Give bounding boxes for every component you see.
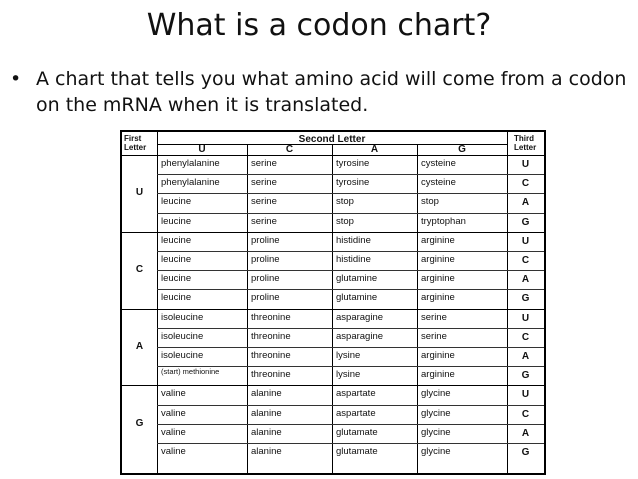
third-letter-u: U bbox=[521, 389, 530, 401]
third-letter-a: A bbox=[521, 351, 530, 362]
codon-cell: alanine bbox=[251, 426, 282, 438]
codon-cell: glutamate bbox=[336, 446, 378, 457]
first-letter-u: U bbox=[135, 187, 144, 199]
codon-cell: arginine bbox=[421, 350, 455, 361]
codon-cell: tyrosine bbox=[336, 158, 370, 169]
codon-cell: glutamate bbox=[336, 426, 378, 438]
third-letter-a: A bbox=[521, 427, 530, 439]
codon-cell: aspartate bbox=[336, 407, 376, 419]
codon-cell: threonine bbox=[251, 369, 291, 381]
codon-cell: proline bbox=[251, 234, 280, 246]
codon-cell: serine bbox=[421, 311, 447, 323]
codon-cell: phenylalanine bbox=[161, 177, 220, 189]
codon-cell: stop bbox=[336, 196, 354, 208]
codon-cell: tryptophan bbox=[421, 215, 466, 227]
column-divider bbox=[157, 132, 158, 473]
codon-cell: tyrosine bbox=[336, 177, 370, 189]
third-letter-c: C bbox=[521, 178, 530, 190]
bullet-marker: • bbox=[10, 68, 22, 90]
codon-table bbox=[120, 130, 546, 475]
third-letter-g: G bbox=[521, 370, 530, 382]
first-letter-header: First Letter bbox=[124, 134, 147, 152]
codon-cell: stop bbox=[421, 196, 439, 208]
codon-cell: alanine bbox=[251, 388, 282, 400]
codon-cell: threonine bbox=[251, 350, 291, 361]
second-letter-a: A bbox=[370, 144, 379, 155]
second-letter-c: C bbox=[285, 144, 294, 155]
codon-cell: glutamine bbox=[336, 292, 378, 304]
first-letter-c: C bbox=[135, 264, 144, 276]
codon-cell: proline bbox=[251, 292, 280, 304]
codon-cell: serine bbox=[251, 196, 277, 208]
second-letter-u: U bbox=[198, 144, 206, 155]
codon-cell: glutamine bbox=[336, 273, 378, 285]
codon-cell: leucine bbox=[161, 196, 192, 208]
first-letter-g: G bbox=[135, 417, 144, 429]
codon-cell: glycine bbox=[421, 388, 451, 400]
codon-cell: serine bbox=[421, 330, 447, 342]
codon-cell: leucine bbox=[161, 234, 192, 246]
codon-cell: serine bbox=[251, 177, 277, 189]
third-letter-header: Third Letter bbox=[514, 134, 537, 152]
codon-cell: (start) methionine bbox=[161, 367, 220, 377]
codon-cell: isoleucine bbox=[161, 330, 204, 342]
codon-cell: lysine bbox=[336, 350, 361, 361]
third-letter-u: U bbox=[521, 235, 530, 247]
codon-cell: valine bbox=[161, 426, 186, 438]
codon-cell: histidine bbox=[336, 254, 371, 265]
codon-cell: arginine bbox=[421, 369, 455, 381]
codon-cell: arginine bbox=[421, 273, 455, 285]
codon-cell: cysteine bbox=[421, 158, 456, 169]
second-letter-g: G bbox=[458, 144, 466, 155]
third-letter-a: A bbox=[521, 274, 530, 286]
third-letter-a: A bbox=[521, 197, 530, 209]
codon-cell: leucine bbox=[161, 273, 192, 285]
codon-cell: leucine bbox=[161, 292, 192, 304]
third-letter-u: U bbox=[521, 159, 530, 170]
bullet-text: A chart that tells you what amino acid will come from a codon on the mRNA when it is translated. bbox=[36, 68, 627, 116]
codon-cell: threonine bbox=[251, 330, 291, 342]
codon-cell: glycine bbox=[421, 426, 451, 438]
first-letter-a: A bbox=[135, 341, 144, 352]
codon-cell: alanine bbox=[251, 407, 282, 419]
codon-cell: arginine bbox=[421, 234, 455, 246]
codon-cell: alanine bbox=[251, 446, 282, 457]
third-letter-g: G bbox=[521, 447, 530, 458]
codon-cell: cysteine bbox=[421, 177, 456, 189]
codon-cell: proline bbox=[251, 273, 280, 285]
codon-cell: glycine bbox=[421, 446, 451, 457]
codon-cell: aspartate bbox=[336, 388, 376, 400]
codon-cell: glycine bbox=[421, 407, 451, 419]
codon-cell: isoleucine bbox=[161, 311, 204, 323]
codon-cell: valine bbox=[161, 446, 186, 457]
third-letter-c: C bbox=[521, 408, 530, 420]
third-letter-c: C bbox=[521, 255, 530, 266]
codon-cell: asparagine bbox=[336, 311, 384, 323]
third-letter-u: U bbox=[521, 312, 530, 324]
codon-cell: arginine bbox=[421, 292, 455, 304]
codon-cell: histidine bbox=[336, 234, 371, 246]
codon-cell: serine bbox=[251, 158, 277, 169]
codon-cell: lysine bbox=[336, 369, 361, 381]
codon-cell: serine bbox=[251, 215, 277, 227]
codon-cell: stop bbox=[336, 215, 354, 227]
codon-cell: leucine bbox=[161, 254, 192, 265]
codon-cell: arginine bbox=[421, 254, 455, 265]
codon-cell: valine bbox=[161, 407, 186, 419]
third-letter-g: G bbox=[521, 216, 530, 228]
slide-title: What is a codon chart? bbox=[146, 8, 492, 43]
codon-cell: valine bbox=[161, 388, 186, 400]
codon-cell: phenylalanine bbox=[161, 158, 220, 169]
codon-cell: asparagine bbox=[336, 330, 384, 342]
codon-cell: proline bbox=[251, 254, 280, 265]
codon-cell: threonine bbox=[251, 311, 291, 323]
second-letter-header: Second Letter bbox=[298, 134, 366, 145]
third-letter-g: G bbox=[521, 293, 530, 305]
codon-cell: isoleucine bbox=[161, 350, 204, 361]
codon-cell: leucine bbox=[161, 215, 192, 227]
third-letter-c: C bbox=[521, 331, 530, 343]
